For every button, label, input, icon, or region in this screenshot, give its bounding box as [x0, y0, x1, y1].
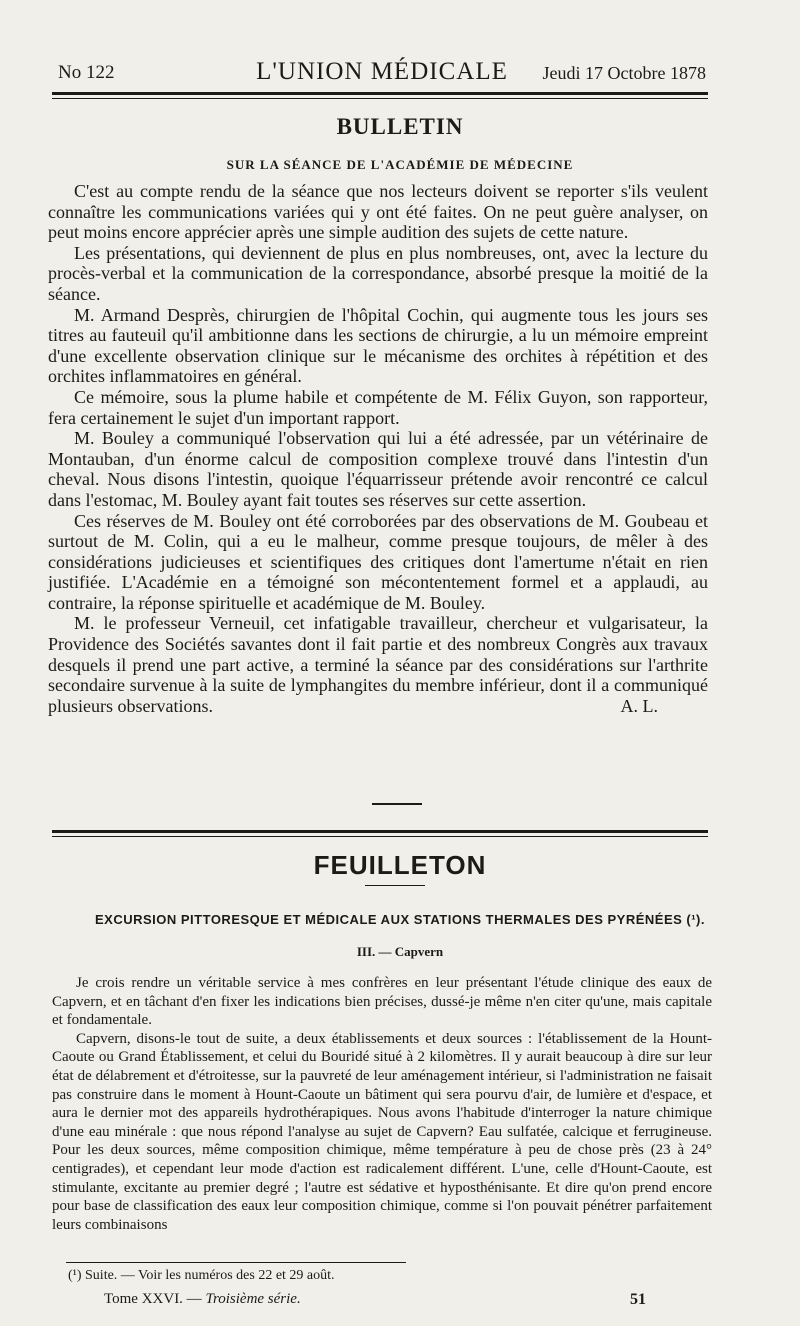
- footer-tome: Tome XXVI. —: [104, 1291, 202, 1307]
- issue-number: No 122: [58, 62, 115, 83]
- header-rule-thin: [52, 98, 708, 99]
- bulletin-subheading: SUR LA SÉANCE DE L'ACADÉMIE DE MÉDECINE: [226, 157, 574, 172]
- bulletin-body: [48, 181, 708, 716]
- page-number: 51: [630, 1291, 646, 1308]
- bulletin-paragraph: Ce mémoire, sous la plume habile et compétente de M. Félix Guyon, son rapporteur, fera certainement le sujet d'un important rapport.: [48, 386, 708, 428]
- feuilleton-rule: [52, 830, 708, 833]
- header-rule: [52, 92, 708, 95]
- footnote-rule: [66, 1262, 406, 1263]
- feuilleton-heading: FEUILLETON: [313, 850, 487, 880]
- bulletin-paragraph: C'est au compte rendu de la séance que nos lecteurs doivent se reporter s'ils veulent connaître les communications variées qui y ont été faites. On ne peut guère analyser, on peut moins encore apprécier après une simple audition des sujets de cette nature.: [48, 181, 708, 243]
- footer-volume: [104, 1291, 301, 1308]
- feuilleton-title-rule: [365, 885, 425, 886]
- bulletin-paragraph: M. Bouley a communiqué l'observation qui lui a été adressée, par un vétérinaire de Montauban, d'un énorme calcul de composition complexe trouvé dans l'intestin d'un cheval. Nous disons l'intestin, quoique l'équarrisseur prétende avoir rencontré ce calcul dans l'estomac, M. Bouley ayant fait toutes ses réserves sur cette assertion.: [48, 428, 708, 510]
- footnote: (¹) Suite. — Voir les numéros des 22 et 29 août.: [68, 1268, 335, 1283]
- feuilleton-paragraph: Capvern, disons-le tout de suite, a deux établissements et deux sources : l'établissement de la Hount-Caoute ou Grand Établissement, et celui du Bouridé situé à 2 kilomètres. Il y aurait beaucoup à dire sur leur état de délabrement et d'étroitesse, sur la pauvreté de leur aménagement intérieur, si l'administration ne faisait pas construire dans le moment à Hount-Caoute un bâtiment qui sera pourvu d'air, de lumière et d'espace, et aura le dernier mot des appareils hydrothérapiques. Nous avons l'habitude d'interroger la nature chimique d'une eau minérale : que nous répond l'analyse au sujet de Capvern? Eau sulfatée, calcique et ferrugineuse. Pour les deux sources, même composition chimique, même température à peu de chose près (23 à 24° centigrades), et cependant leur mode d'action est radicalement différent. L'une, celle d'Hount-Caoute, est stimulante, excitante au premier degré ; l'autre est sédative et hyposthénisante. Et dire qu'on prend encore pour base de classification des eaux leur composition chimique, comme si l'on pouvait pénétrer parfaitement leurs combinaisons: [52, 1030, 712, 1233]
- feuilleton-section-title: III. — Capvern: [356, 944, 444, 959]
- section-divider: [372, 803, 422, 805]
- bulletin-paragraph: Ces réserves de M. Bouley ont été corroborées par des observations de M. Goubeau et surtout de M. Colin, qui a eu le malheur, comme presque toujours, de mêler à des considérations judicieuses et scientifiques des critiques dont l'amertume n'était en rien justifiée. L'Académie en a témoigné son mécontentement formel et a applaudi, au contraire, la réponse spirituelle et académique de M. Bouley.: [48, 510, 708, 613]
- bulletin-signature: A. L.: [620, 695, 658, 716]
- footer-serie: Troisième série.: [205, 1291, 301, 1307]
- bulletin-paragraph: M. Armand Desprès, chirurgien de l'hôpital Cochin, qui augmente tous les jours ses titres au fauteuil qu'il ambitionne dans les sections de chirurgie, a lu un mémoire empreint d'une excellente observation clinique sur le mécanisme des orchites à répétition et des orchites inflammatoires en général.: [48, 304, 708, 387]
- feuilleton-rule-thin: [52, 836, 708, 837]
- feuilleton-subheading: EXCURSION PITTORESQUE ET MÉDICALE AUX STATIONS THERMALES DES PYRÉNÉES (¹).: [94, 912, 705, 927]
- feuilleton-body: [52, 974, 712, 1234]
- bulletin-paragraph: M. le professeur Verneuil, cet infatigable travailleur, chercheur et vulgarisateur, la Providence des Sociétés savantes dont il fait partie et des nombreux Congrès aux travaux desquels il prend une part active, a terminé la séance par des considérations sur l'arthrite secondaire survenue à la suite de lymphangites du membre inférieur, dont il a communiqué plusieurs observations.: [48, 613, 708, 716]
- issue-date: Jeudi 17 Octobre 1878: [542, 63, 706, 83]
- page-header: [58, 58, 706, 88]
- bulletin-paragraph: Les présentations, qui deviennent de plus en plus nombreuses, ont, avec la lecture du procès-verbal et la communication de la correspondance, absorbé presque la moitié de la séance.: [48, 242, 708, 304]
- journal-title: L'UNION MÉDICALE: [256, 58, 508, 85]
- bulletin-heading: BULLETIN: [336, 114, 464, 139]
- feuilleton-paragraph: Je crois rendre un véritable service à mes confrères en leur présentant l'étude clinique des eaux de Capvern, et en tâchant d'en fixer les indications bien précises, dussé-je même n'en citer qu'une, mais capitale et fondamentale.: [52, 975, 712, 1029]
